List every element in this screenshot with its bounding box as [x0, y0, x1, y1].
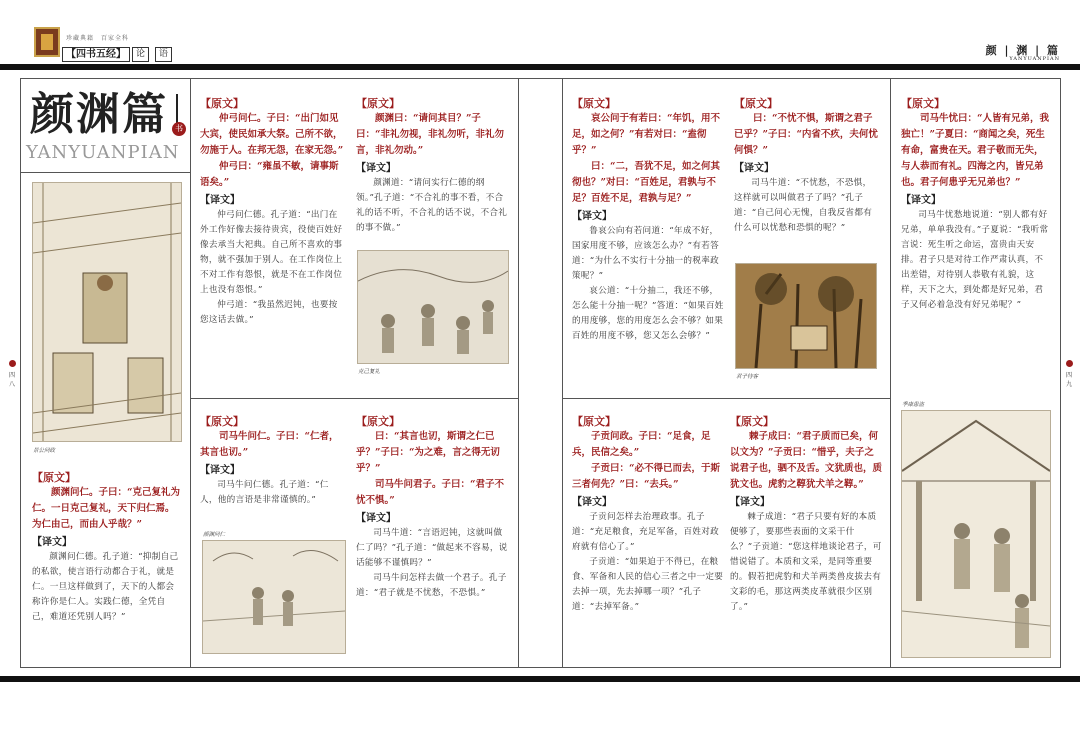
translation-text: 子贡问怎样去治理政事。孔子道：“充足粮食，充足军备，百姓对政府就有信心了。” — [572, 512, 719, 552]
translation-text: 司马牛问仁德。孔子道：“仁人，他的言语是非常谨慎的。” — [200, 480, 329, 505]
running-title-en: YANYUANPIAN — [1009, 56, 1060, 62]
frame-left — [20, 78, 21, 668]
title-divider — [20, 172, 190, 173]
page-num-right-2: 九 — [1065, 381, 1072, 388]
caption-5: 季康患盗 — [902, 402, 925, 408]
translation-label: 【译文】 — [572, 497, 612, 508]
series-label: 【四书五经】 — [62, 47, 130, 62]
translation-text: 哀公道：“十分抽二，我还不够，怎么能十分抽一呢？”答道：“如果百姓的用度够，您的用度怎么会不够？如果百姓的用度不够，您又怎么会够？” — [572, 286, 724, 341]
illustration-kejifuli — [357, 250, 509, 364]
section-label-2: 语 — [155, 47, 172, 62]
original-text: 曰：“二，吾犹不足，如之何其彻也？”对曰：“百姓足，君孰与不足？百姓不足，君孰与足？” — [572, 161, 720, 204]
translation-label: 【译文】 — [32, 537, 72, 548]
page-num-right-1: 四 — [1065, 372, 1072, 379]
translation-text: 司马牛忧愁地说道：“别人都有好兄弟，单单我没有。”子夏说：“我听常言说：死生听之命运，富贵由天安排。君子只是对待工作严肃认真，不出差错，对待别人恭敬有礼貌，这样，天下之大，到处都是好兄弟，君子又何必着急没有好兄弟呢？” — [901, 210, 1049, 310]
translation-label: 【译文】 — [356, 163, 396, 174]
passage-yanyuan-mu — [356, 94, 508, 236]
original-label: 【原文】 — [356, 415, 400, 428]
column-divider-2 — [518, 78, 519, 668]
original-label: 【原文】 — [32, 471, 76, 484]
translation-text: 鲁哀公向有若问道：“年成不好，国家用度不够，应该怎么办？”有若答道：“为什么不实行十分抽一的税率政策呢？” — [572, 226, 719, 281]
column-divider-1 — [190, 78, 191, 668]
column-divider-4 — [890, 78, 891, 668]
original-label: 【原文】 — [901, 97, 945, 110]
original-label: 【原文】 — [356, 97, 400, 110]
original-text: 哀公问于有若曰：“年饥，用不足，如之何？”有若对曰：“盍彻乎？” — [572, 113, 720, 156]
original-label: 【原文】 — [734, 97, 778, 110]
passage-simaniu-junzi — [356, 412, 508, 601]
original-text: 司马牛忧曰：“人皆有兄弟，我独亡！”子夏曰：“商闻之矣，死生有命，富贵在天。君子敬而无失，与人恭而有礼。四海之内，皆兄弟也。君子何患乎无兄弟也？” — [901, 113, 1049, 188]
chapter-title: 颜渊篇 — [30, 89, 168, 140]
illustration-yanyuanwenren — [202, 540, 346, 654]
frame-right — [1060, 78, 1061, 668]
page-marker-icon — [1066, 360, 1073, 367]
caption-2: 克己复礼 — [358, 369, 381, 375]
row-divider-left — [190, 398, 518, 399]
passage-sihai-xiongdi — [901, 94, 1051, 313]
translation-text: 棘子成道：“君子只要有好的本质便够了，要那些表面的文采干什么？”子贡道：“您这样地谈论君子，可惜说错了。本质和文采，是同等重要的。假若把虎豹和犬羊两类兽皮拔去有文彩的毛，那这两类皮革就很少区别了。” — [730, 512, 882, 612]
row-divider-right — [562, 398, 890, 399]
translation-label: 【译文】 — [734, 163, 774, 174]
column-divider-3 — [562, 78, 563, 668]
translation-label: 【译文】 — [200, 465, 240, 476]
translation-text: 子贡道：“如果迫于不得已，在粮食、军备和人民的信心三者之中一定要去掉一项，先去掉哪一项？”孔子道：“去掉军备。” — [572, 557, 724, 612]
translation-text: 司马牛问怎样去做一个君子。孔子道：“君子就是不忧愁，不恐惧。” — [356, 573, 507, 598]
original-text: 司马牛问仁。子曰：“仁者，其言也讱。” — [200, 431, 339, 458]
passage-yanyuan — [32, 468, 182, 625]
translation-text: 仲弓道：“我虽然迟钝，也要按您这话去做。” — [200, 300, 338, 325]
caption-4: 君子待客 — [736, 374, 759, 380]
original-text: 司马牛问君子。子曰：“君子不忧不惧。” — [356, 479, 504, 506]
translation-label: 【译文】 — [356, 513, 396, 524]
translation-text: 颜渊道：“请问实行仁德的纲领。”孔子道：“不合礼的事不看，不合礼的话不听，不合礼的话不说，不合礼的事不做。” — [356, 178, 508, 233]
bottom-band — [0, 676, 1080, 682]
section-label-1: 论 — [132, 47, 149, 62]
original-label: 【原文】 — [200, 97, 244, 110]
translation-text: 司马牛道：“言语迟钝，这就叫做仁了吗？”孔子道：“做起来不容易，说话能够不谨慎吗？” — [356, 528, 508, 568]
frame-bottom — [20, 667, 1060, 668]
original-text: 子贡问政。子曰：“足食，足兵，民信之矣。” — [572, 431, 711, 458]
original-text: 仲弓曰：“雍虽不敏，请事斯语矣。” — [200, 161, 339, 188]
original-label: 【原文】 — [572, 415, 616, 428]
magazine-logo — [34, 27, 60, 57]
page-marker-icon — [9, 360, 16, 367]
illustration-jinggong — [32, 182, 182, 442]
running-title: 颜 | 渊 | 篇 — [985, 44, 1060, 57]
original-text: 颜渊问仁。子曰：“克己复礼为仁。一日克己复礼，天下归仁焉。为仁由己，而由人乎哉？” — [32, 487, 180, 530]
header-tagline: 珍藏典籍 百家全科 — [66, 35, 130, 42]
illustration-junzidaike — [735, 263, 877, 369]
translation-label: 【译文】 — [901, 195, 941, 206]
original-text: 子贡曰：“必不得已而去，于斯三者何先？”曰：“去兵。” — [572, 463, 720, 490]
translation-text: 仲弓问仁德。孔子道：“出门在外工作好像去接待贵宾，役使百姓好像去承当大祀典。自己所不喜欢的事物，就不强加于别人。在工作岗位上不对工作有怨恨，就是不在工作岗位上也没有怨恨。” — [200, 210, 343, 295]
top-band — [0, 64, 1080, 70]
caption-1: 景公问政 — [33, 448, 56, 454]
original-text: 曰：“其言也讱，斯谓之仁已乎？”子曰：“为之难，言之得无讱乎？” — [356, 431, 500, 474]
passage-zhonggong — [200, 94, 345, 328]
translation-label: 【译文】 — [730, 497, 770, 508]
original-label: 【原文】 — [200, 415, 244, 428]
original-label: 【原文】 — [572, 97, 616, 110]
passage-aigong — [572, 94, 724, 344]
passage-buyoubuju — [734, 94, 880, 236]
page-number-left — [7, 360, 17, 389]
translation-text: 司马牛道：“不忧愁，不恐惧，这样就可以叫做君子了吗？”孔子道：“自己问心无愧，自我反省都有什么可以忧愁和恐惧的呢？” — [734, 178, 873, 233]
original-text: 棘子成曰：“君子质而已矣，何以文为？”子贡曰：“惜乎，夫子之说君子也，驷不及舌。文犹质也，质犹文也。虎豹之鞟犹犬羊之鞟。” — [730, 431, 883, 490]
frame-top — [20, 78, 1060, 79]
translation-label: 【译文】 — [572, 211, 612, 222]
passage-jizicheng — [730, 412, 882, 615]
page-number-right — [1064, 360, 1074, 389]
page-num-left-2: 八 — [8, 381, 15, 388]
passage-simaniu-ren — [200, 412, 345, 508]
page-num-left-1: 四 — [8, 372, 15, 379]
chapter-title-en: YANYUANPIAN — [26, 142, 180, 163]
original-text: 颜渊曰：“请问其目？”子曰：“非礼勿视，非礼勿听，非礼勿言，非礼勿动。” — [356, 113, 504, 156]
original-text: 仲弓问仁。子曰：“出门如见大宾，使民如承大祭。己所不欲，勿施于人。在邦无怨，在家无怨。” — [200, 113, 344, 156]
translation-text: 颜渊问仁德。孔子道：“抑制自己的私欲，使言语行动都合于礼，就是仁。一旦这样做到了，天下的人都会称许你是仁人。实践仁德，全凭自己，难道还凭别人吗？” — [32, 552, 179, 622]
original-text: 曰：“不忧不惧，斯谓之君子已乎？”子曰：“内省不疚，夫何忧何惧？” — [734, 113, 878, 156]
book-badge: 书 — [172, 122, 186, 136]
translation-label: 【译文】 — [200, 195, 240, 206]
illustration-jikanghuandao — [901, 410, 1051, 658]
original-label: 【原文】 — [730, 415, 774, 428]
caption-3: 颜渊问仁 — [203, 532, 226, 538]
passage-zigong-zheng — [572, 412, 724, 615]
